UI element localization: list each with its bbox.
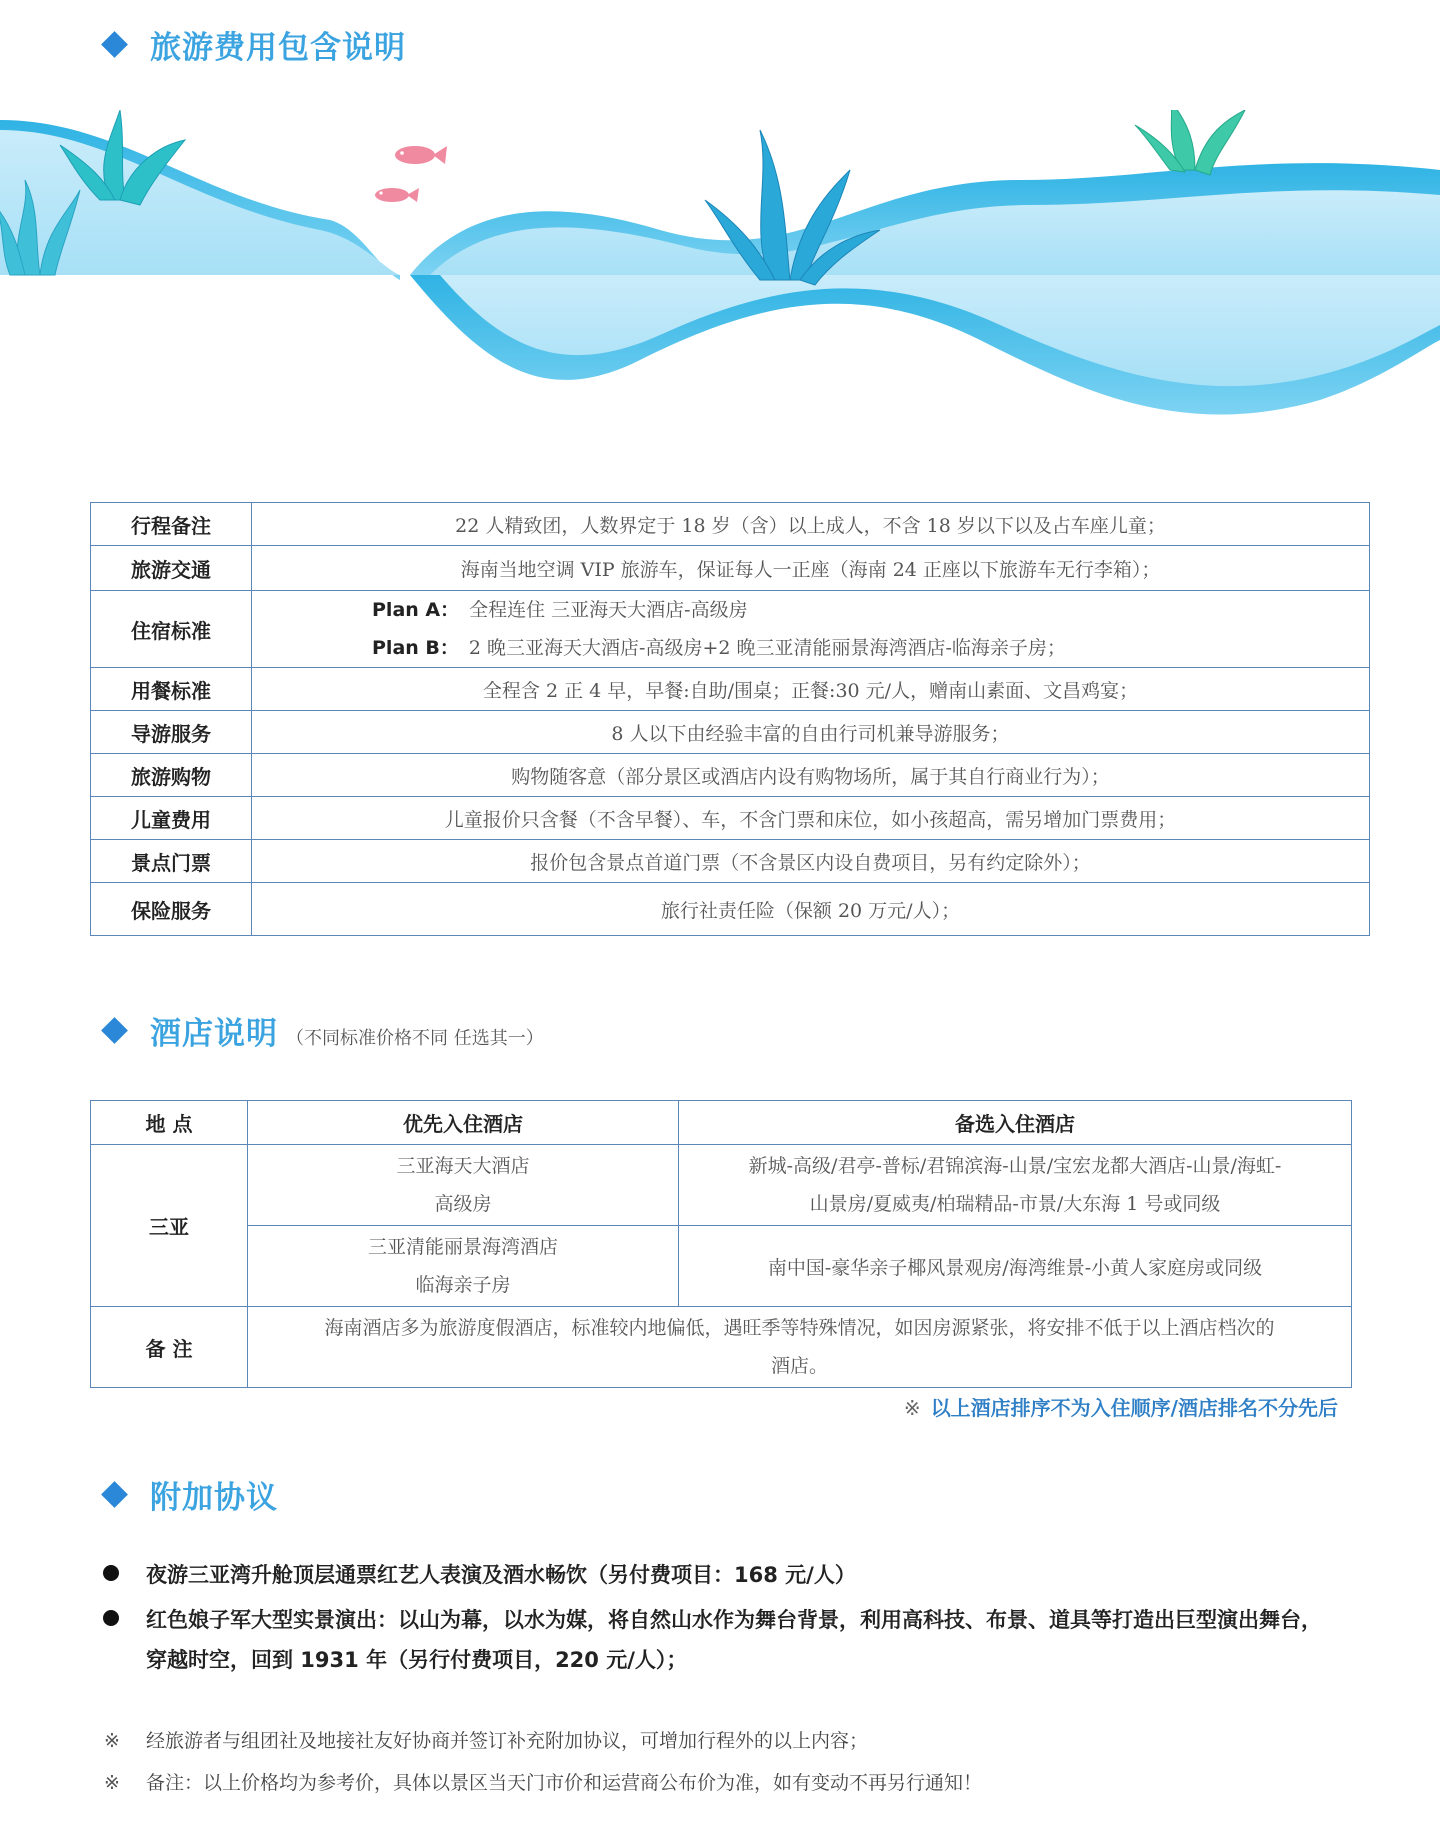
diamond-bullet-icon bbox=[101, 1481, 128, 1508]
hotel-order-note-text: 以上酒店排序不为入住顺序/酒店排名不分先后 bbox=[930, 1396, 1338, 1420]
footnote-text: 备注：以上价格均为参考价，具体以景区当天门市价和运营商公布价为准，如有变动不再另行通知！ bbox=[146, 1772, 983, 1794]
col-header-preferred: 优先入住酒店 bbox=[248, 1101, 679, 1145]
section-title: 附加协议 bbox=[150, 1480, 278, 1516]
footnote bbox=[104, 1726, 868, 1753]
reference-mark-icon: ※ bbox=[903, 1396, 921, 1420]
bullet-dot-icon bbox=[103, 1610, 119, 1626]
row-label: 导游服务 bbox=[91, 711, 252, 754]
table-row bbox=[91, 1226, 1352, 1307]
seaweed-right bbox=[1135, 110, 1245, 175]
section-subtitle: （不同标准价格不同 任选其一） bbox=[286, 1028, 544, 1049]
row-value: 报价包含景点首道门票（不含景区内设自费项目，另有约定除外）； bbox=[252, 840, 1370, 883]
row-label: 保险服务 bbox=[91, 883, 252, 936]
row-value: 海南当地空调 VIP 旅游车，保证每人一正座（海南 24 正座以下旅游车无行李箱）； bbox=[252, 546, 1370, 591]
row-label: 旅游交通 bbox=[91, 546, 252, 591]
row-label: 行程备注 bbox=[91, 503, 252, 546]
room-type: 高级房 bbox=[434, 1193, 492, 1215]
remark-line: 酒店。 bbox=[770, 1355, 828, 1377]
row-value: 购物随客意（部分景区或酒店内设有购物场所，属于其自行商业行为）； bbox=[252, 754, 1370, 797]
table-row bbox=[91, 503, 1370, 546]
hotel-name: 三亚海天大酒店 bbox=[396, 1155, 530, 1177]
alt-line: 山景房/夏威夷/柏瑞精品-市景/大东海 1 号或同级 bbox=[809, 1193, 1221, 1215]
agreement-text: 红色娘子军大型实景演出：以山为幕，以水为媒，将自然山水作为舞台背景，利用高科技、布景、道具等打造出巨型演出舞台， bbox=[146, 1608, 1322, 1632]
table-header-row bbox=[91, 1101, 1352, 1145]
table-row bbox=[91, 1307, 1352, 1388]
table-row bbox=[91, 711, 1370, 754]
footnote-text: 经旅游者与组团社及地接社友好协商并签订补充附加协议，可增加行程外的以上内容； bbox=[146, 1730, 869, 1752]
alternate-hotel-cell: 南中国-豪华亲子椰风景观房/海湾维景-小黄人家庭房或同级 bbox=[679, 1226, 1352, 1307]
table-row bbox=[91, 1145, 1352, 1226]
hotel-table bbox=[90, 1100, 1352, 1388]
row-label: 旅游购物 bbox=[91, 754, 252, 797]
row-value: 儿童报价只含餐（不含早餐）、车，不含门票和床位，如小孩超高，需另增加门票费用； bbox=[252, 797, 1370, 840]
table-row bbox=[91, 546, 1370, 591]
agreement-item bbox=[103, 1600, 1353, 1680]
row-value: 22 人精致团，人数界定于 18 岁（含）以上成人，不含 18 岁以下以及占车座儿童； bbox=[252, 503, 1370, 546]
row-label: 景点门票 bbox=[91, 840, 252, 883]
table-row bbox=[91, 591, 1370, 668]
diamond-bullet-icon bbox=[101, 31, 128, 58]
section-header-fees bbox=[105, 22, 406, 67]
diamond-bullet-icon bbox=[101, 1017, 128, 1044]
plan-a-tag: Plan A： bbox=[372, 599, 460, 621]
footnote bbox=[104, 1768, 982, 1795]
table-row bbox=[91, 883, 1370, 936]
row-value: 8 人以下由经验丰富的自由行司机兼导游服务； bbox=[252, 711, 1370, 754]
section-header-hotels bbox=[105, 1008, 544, 1053]
remark-line: 海南酒店多为旅游度假酒店，标准较内地偏低，遇旺季等特殊情况，如因房源紧张，将安排不低于以上酒店档次的 bbox=[324, 1317, 1275, 1339]
plan-a-text: 全程连住 三亚海天大酒店-高级房 bbox=[469, 599, 748, 621]
alt-line: 新城-高级/君亭-普标/君锦滨海-山景/宝宏龙都大酒店-山景/海虹- bbox=[748, 1155, 1282, 1177]
hotel-name: 三亚清能丽景海湾酒店 bbox=[367, 1236, 558, 1258]
fish-pair-icon bbox=[375, 146, 447, 202]
table-row bbox=[91, 754, 1370, 797]
hotel-order-note bbox=[904, 1392, 1338, 1421]
table-row bbox=[91, 840, 1370, 883]
agreement-text: 穿越时空，回到 1931 年（另行付费项目，220 元/人）； bbox=[146, 1648, 688, 1672]
fee-inclusion-table bbox=[90, 502, 1370, 936]
row-label: 住宿标准 bbox=[91, 591, 252, 668]
reference-mark-icon: ※ bbox=[104, 1772, 120, 1794]
plan-b-tag: Plan B： bbox=[372, 637, 459, 659]
row-label: 用餐标准 bbox=[91, 668, 252, 711]
table-row bbox=[91, 797, 1370, 840]
section-title: 酒店说明 bbox=[150, 1016, 278, 1052]
plan-a-line bbox=[252, 591, 1369, 629]
plan-b-line bbox=[252, 629, 1369, 667]
city-cell: 三亚 bbox=[91, 1145, 248, 1307]
col-header-alternate: 备选入住酒店 bbox=[679, 1101, 1352, 1145]
preferred-hotel-cell bbox=[248, 1226, 679, 1307]
lodging-plans bbox=[252, 591, 1370, 668]
row-value: 全程含 2 正 4 早，早餐:自助/围桌；正餐:30 元/人，赠南山素面、文昌鸡宴； bbox=[252, 668, 1370, 711]
agreement-item bbox=[103, 1555, 1353, 1595]
preferred-hotel-cell bbox=[248, 1145, 679, 1226]
agreement-text: 夜游三亚湾升舱顶层通票红艺人表演及酒水畅饮（另付费项目：168 元/人） bbox=[146, 1563, 856, 1587]
row-value: 旅行社责任险（保额 20 万元/人）； bbox=[252, 883, 1370, 936]
alternate-hotel-cell bbox=[679, 1145, 1352, 1226]
reference-mark-icon: ※ bbox=[104, 1730, 120, 1752]
col-header-place: 地 点 bbox=[91, 1101, 248, 1145]
bullet-dot-icon bbox=[103, 1565, 119, 1581]
section-header-agreements bbox=[105, 1472, 278, 1517]
ocean-wave-banner-illustration bbox=[0, 110, 1440, 440]
room-type: 临海亲子房 bbox=[415, 1274, 511, 1296]
remark-label: 备 注 bbox=[91, 1307, 248, 1388]
remark-cell bbox=[248, 1307, 1352, 1388]
table-row bbox=[91, 668, 1370, 711]
section-title: 旅游费用包含说明 bbox=[150, 30, 406, 66]
plan-b-text: 2 晚三亚海天大酒店-高级房+2 晚三亚清能丽景海湾酒店-临海亲子房； bbox=[468, 637, 1066, 659]
row-label: 儿童费用 bbox=[91, 797, 252, 840]
